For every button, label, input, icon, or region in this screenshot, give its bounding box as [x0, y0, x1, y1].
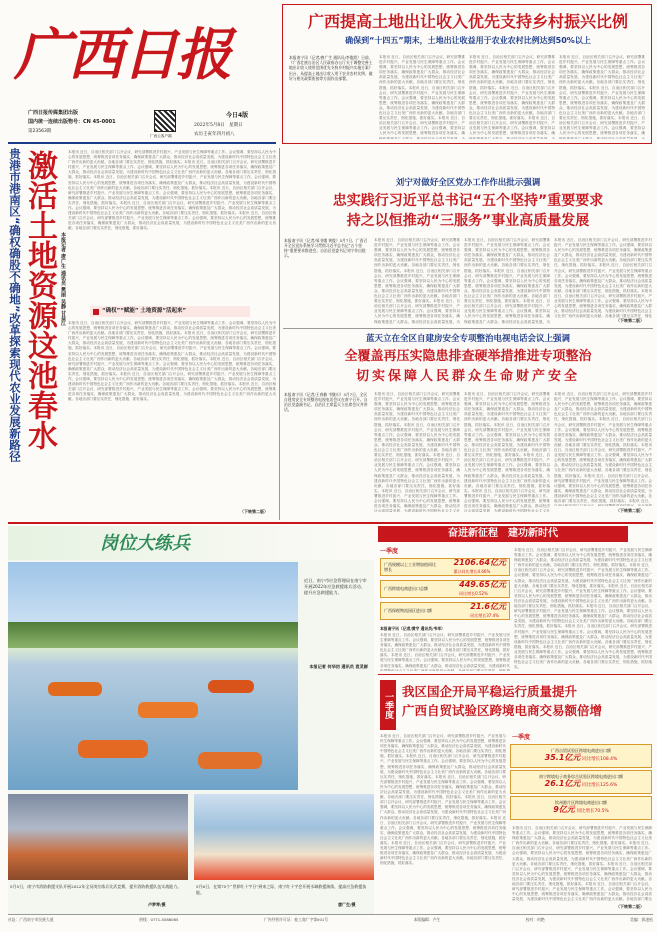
photo-banner	[8, 526, 374, 560]
main-headline[interactable]: 激活土地资源这池春水	[22, 150, 57, 450]
newspaper-logo: 广西日报	[14, 22, 230, 88]
section-rule	[8, 522, 653, 524]
group-name: 广西日报传媒集团出版	[28, 110, 79, 116]
pages-count: 今日4版	[226, 112, 249, 119]
trees	[8, 622, 298, 648]
lunar-date: 农历壬寅年四月初八	[194, 132, 235, 137]
app-label: 广西云客户端	[150, 134, 172, 138]
rescue-boat-4	[78, 740, 148, 758]
photo-bottom-left[interactable]	[8, 794, 188, 880]
economy-banner	[378, 526, 628, 542]
economy-continued[interactable]: （下转第二版）	[616, 904, 644, 909]
masthead-rule	[8, 142, 276, 144]
masthead	[8, 6, 276, 141]
stat-top-3-extra: 同比增长37.4%	[470, 612, 499, 618]
caption-left: 5月5日，南宁市消防救援支队开展2022年全员岗位练兵比武竞赛，提升消防救援队伍实战能力。	[10, 884, 182, 889]
quarter-tag	[380, 680, 396, 730]
stat-top-1-label: 广西规模以上工业增加值同比增长	[384, 561, 436, 572]
stat-top-1-value: 2106.64亿元	[453, 557, 506, 567]
rescue-boat-5	[198, 752, 262, 769]
stat-top-1	[380, 558, 510, 576]
left-subhead	[90, 306, 250, 317]
side-credit: 本报记者 何华初 通讯员 袁灵群	[309, 664, 368, 669]
stat-bottom-2-value: 26.1亿元	[544, 779, 581, 789]
economy-body-bottom-left	[380, 734, 506, 906]
stat-top-2-label: 广西跨境电商进出口总额	[384, 586, 428, 592]
footer-design: 美编：郭凌松	[630, 917, 653, 922]
caption-right: 5月6日，在第75个“世界红十字日”到来之际，南宁红十字会开展水域救援演练，提高应急救援技能。	[196, 884, 367, 895]
rescue-boat-3	[208, 680, 254, 693]
sidebar-headline[interactable]: 贵港市港南区“确权确股不确地”改革探索现代农业发展新路径	[8, 148, 22, 463]
stat-bottom-3-value: 9亿元	[553, 805, 575, 815]
footer-rule	[8, 914, 653, 915]
footer-address: 社址：广西南宁市民族大道	[8, 917, 54, 922]
pencil-icon	[93, 309, 99, 315]
stat-bottom-3	[510, 796, 652, 820]
stat-top-3	[380, 602, 510, 620]
lan-headline-2[interactable]: 切实保障人民群众生命财产安全	[355, 369, 580, 384]
left-body-2	[68, 321, 276, 507]
economy-headline-2[interactable]: 广西自贸试验区跨境电商交易额倍增	[402, 703, 603, 718]
top-story-body-2	[469, 55, 555, 139]
top-story-body-3	[559, 55, 645, 139]
liu-headline-1[interactable]: 忠实践行习近平总书记“五个坚持”重要要求	[332, 193, 604, 209]
photo-section	[8, 526, 374, 914]
stat-bottom-1-value: 35.1亿元	[544, 753, 581, 763]
lan-body-1	[374, 392, 460, 512]
credit-right: 唐广生/摄	[338, 902, 356, 907]
issue-number: 第23563期	[28, 129, 52, 134]
lan-headline-1[interactable]: 全覆盖再压实隐患排查硬举措推进专项整治	[344, 349, 592, 364]
rescue-boat-2	[138, 702, 198, 718]
stat-bottom-3-label: 钦州港片区跨境电商进出口额	[555, 799, 607, 805]
stat-top-1-extra: 累计同比增长4.66%	[453, 568, 491, 574]
economy-rule	[378, 674, 653, 675]
stat-bottom-2-extra: 同比增长125.6%	[582, 783, 618, 789]
quarter-label-bottom: 一季度	[512, 734, 531, 741]
lan-lead: 本报南宁讯（记者/王春楠 韦继川）5月7日，全区自建房安全专项整治电视电话会议在南宁召开。自治区党委副书记、自治区主席蓝天立出席会议并讲话。	[284, 392, 368, 413]
column-divider	[279, 148, 280, 520]
divider-liu-lan	[283, 328, 653, 329]
footer	[8, 917, 653, 927]
stat-bottom-1	[510, 744, 652, 768]
top-story-lead: 本报南宁讯（记者/唐广生 通讯员/李俊欣）日前，《广西壮族自治区人民政府办公厅关于调整完善土地出让收入使用范围优先支持乡村振兴实施方案》出台，从提高土地出让收入用于农业农村比例、做好与相关政策衔接等方面作出部署。	[289, 55, 373, 81]
economy-banner-text[interactable]: 奋进新征程 建功新时代	[448, 528, 558, 540]
qr-code-icon[interactable]	[154, 110, 176, 132]
top-story-body-1	[379, 55, 465, 139]
left-continued[interactable]: （下转第二版）	[240, 509, 268, 514]
top-story-headline[interactable]: 广西提高土地出让收入优先支持乡村振兴比例	[307, 12, 628, 31]
stat-top-3-label: 广西保税物流园区进出口额	[384, 608, 432, 614]
rescue-boat-1	[48, 682, 102, 696]
liu-body-3	[554, 238, 652, 318]
photo-banner-title[interactable]: 岗位大练兵	[100, 533, 190, 554]
liu-kicker: 刘宁对做好全区党办工作作出批示强调	[395, 178, 541, 188]
lan-continued[interactable]: （下转第二版）	[616, 508, 644, 513]
left-body-1	[68, 150, 276, 300]
footer-license: 广告经营许可证：桂工商广字第001号	[263, 917, 329, 922]
stat-bottom-2-label: 南宁跨境电子商务综合试验区跨境电商进出口额	[539, 773, 623, 779]
economy-body-top-left	[380, 633, 510, 671]
liu-headline-2[interactable]: 持之以恒推动“三服务”事业高质量发展	[346, 213, 590, 229]
stat-bottom-1-extra: 同比增长108.4%	[582, 757, 618, 763]
stat-bottom-2	[510, 770, 652, 794]
cn-number: 国内统一连续出版物号：CN 45-0001	[28, 119, 116, 125]
footer-check: 校对：何艳	[525, 917, 545, 922]
lan-body-3	[554, 392, 652, 506]
credit-left: 卢梦琴/摄	[148, 902, 166, 907]
liu-body-2	[464, 238, 550, 324]
economy-body-bottom-right	[512, 826, 652, 902]
stat-top-2	[380, 580, 510, 598]
liu-lead: 本报南宁讯（记者/邹书娥 黄俊）5月7日，广西召开全区党办系统学习贯彻习近平总书记“五个坚持”重要要求推进会。自治区党委书记刘宁作出批示。	[284, 238, 368, 259]
left-subhead-label: “确权”“赋能” 土地资源“活起来”	[102, 307, 187, 314]
side-caption: 近日，南宁市应急管理局在南宁市开展2022年应急救援练兵活动，提升应急救援能力。	[304, 578, 367, 595]
top-story-box	[282, 4, 652, 144]
photo-bottom-right[interactable]	[194, 794, 374, 880]
economy-byline: 本报南宁讯（记者/黄宇 通讯员/韦幸）	[380, 626, 445, 631]
stat-top-2-extra: 同比增长0.52%	[459, 590, 488, 596]
stat-bottom-3-extra: 同比增长70.5%	[576, 809, 609, 815]
liu-body-1	[374, 238, 460, 324]
quarter-tag-label: 一季度	[383, 691, 394, 719]
left-byline: 本报记者 唐广生 通讯员 樊丽 吴静 甘益江	[60, 232, 66, 326]
economy-headline-1[interactable]: 我区国企开局平稳运行质量提升	[402, 684, 578, 699]
quarter-label-top: 一季度	[380, 548, 399, 555]
stat-top-3-value: 21.6亿元	[470, 601, 506, 611]
footer-hotline: 热线：0771-5088065	[139, 917, 179, 922]
lan-body-2	[464, 392, 550, 512]
date-line: 2022年5月8日 星期日	[194, 123, 243, 128]
liu-continued[interactable]: （下转第二版）	[616, 318, 644, 323]
lan-kicker: 蓝天立在全区自建房安全专项整治电视电话会议上强调	[365, 334, 570, 344]
stat-top-2-value: 449.65亿元	[459, 579, 506, 589]
economy-body-top-right	[514, 548, 652, 670]
top-story-subhead: 确保到“十四五”期末，土地出让收益用于农业农村比例达到50%以上	[345, 36, 591, 45]
main-photo[interactable]	[8, 562, 298, 790]
stat-bottom-1-label: 广西自贸试验区跨境电商进出口额	[551, 747, 611, 753]
footer-editor: 本版编辑：卢生	[413, 917, 441, 922]
